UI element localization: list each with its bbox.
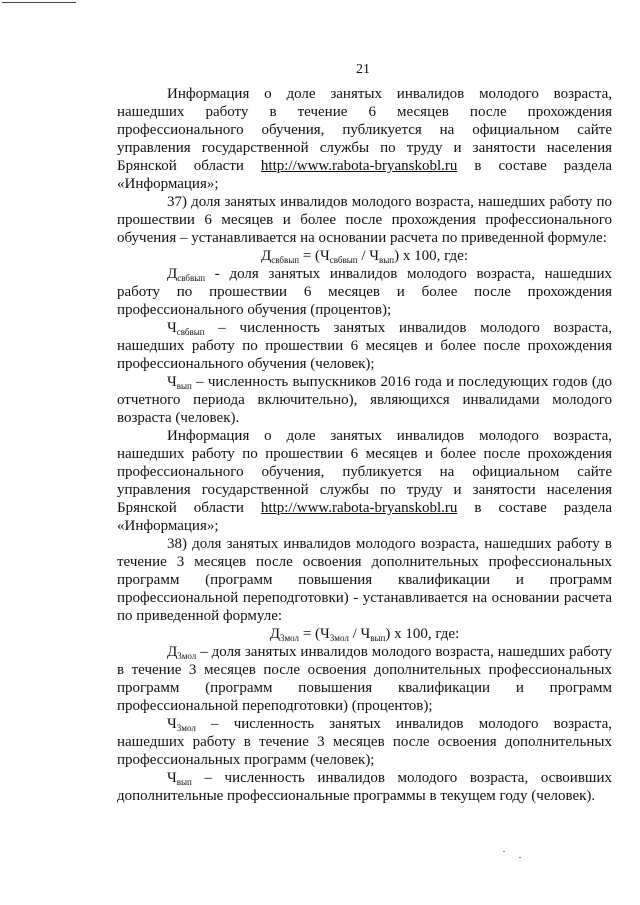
definition-ch-3mol: $Ч_{3мол}$ – численность занятых инвалидов молодого возраста, нашедших работу в течение 3 месяцев после освоения дополнительных профессиональных программ (человек); — [117, 716, 612, 768]
paragraph-info-6-months: Информация о доле занятых инвалидов молодого возраста, нашедших работу в течение 6 месяцев после прохождения профессионального обучения, публикуется на официальном сайте управления государственной службы по труду и занятости населения Брянской области http://www.rabota-bryanskobl.ru в составе раздела «Информация»; — [117, 86, 612, 192]
formula-37: $Д_{свбвып} = (Ч_{свбвып} / Ч_{вып})$ х 100, где: — [261, 248, 468, 265]
definition-ch-svbvyp: $Ч_{свбвып}$ – численность занятых инвалидов молодого возраста, нашедших работу по прошествии 6 месяцев и более после прохождения профессионального обучения (человек); — [117, 320, 612, 372]
document-body — [117, 85, 612, 805]
rabota-link-2[interactable]: http://www.rabota-bryanskobl.ru — [260, 500, 458, 516]
page-number: 21 — [356, 62, 370, 77]
definition-d-3mol: $Д_{3мол}$ – доля занятых инвалидов молодого возраста, нашедших работу в течение 3 месяцев после освоения дополнительных профессиональных программ (программ повышения квалификации и программ профессиональной переподготовки) (процентов); — [117, 644, 612, 714]
top-rule — [2, 2, 76, 3]
paragraph-info-after-6-months: Информация о доле занятых инвалидов молодого возраста, нашедших работу по прошествии 6 месяцев и более после прохождения профессионального обучения, публикуется на официальном сайте управления государственной службы по труду и занятости населения Брянской области http://www.rabota-bryanskobl.ru в составе раздела «Информация»; — [117, 428, 612, 534]
rabota-link[interactable]: http://www.rabota-bryanskobl.ru — [260, 158, 458, 174]
definition-ch-vyp-2: $Ч_{вып}$ – численность инвалидов молодого возраста, освоивших дополнительные профессиональные программы в текущем году (человек). — [117, 770, 612, 804]
formula-38: $Д_{3мол} = (Ч_{3мол} / Ч_{вып})$ х 100, где: — [269, 626, 460, 643]
scan-speck — [503, 851, 505, 852]
item-37: 37) доля занятых инвалидов молодого возраста, нашедших работу по прошествии 6 месяцев и более после прохождения профессионального обучения – устанавливается на основании расчета по приведенной формуле: — [117, 194, 612, 246]
scan-speck — [519, 857, 521, 858]
definition-ch-vyp: $Ч_{вып}$ – численность выпускников 2016 года и последующих годов (до отчетного периода включительно), являющихся инвалидами молодого возраста (человек). — [117, 374, 612, 426]
item-38: 38) доля занятых инвалидов молодого возраста, нашедших работу в течение 3 месяцев после освоения дополнительных профессиональных программ (программ повышения квалификации и программ профессиональной переподготовки) - устанавливается на основании расчета по приведенной формуле: — [117, 536, 612, 624]
definition-d-svbvyp: $Д_{свбвып}$ - доля занятых инвалидов молодого возраста, нашедших работу по прошествии 6 месяцев и более после прохождения профессионального обучения (процентов); — [117, 266, 612, 318]
